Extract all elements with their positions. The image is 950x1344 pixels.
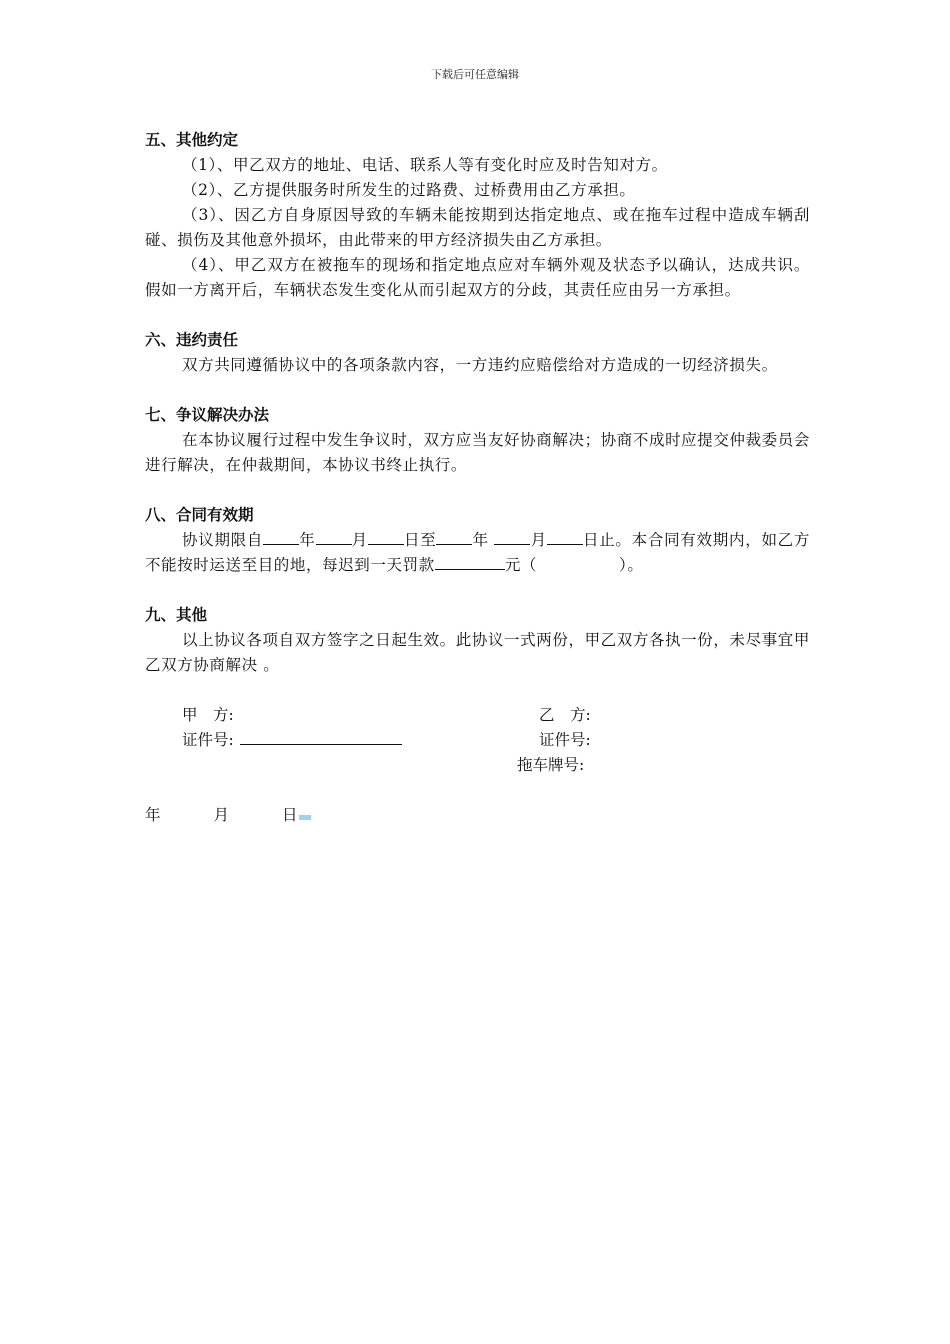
- start-day-blank[interactable]: [368, 528, 404, 545]
- penalty-amount-blank[interactable]: [435, 553, 505, 570]
- validity-text: [145, 528, 810, 578]
- section-heading-misc: 九、其他: [145, 606, 208, 624]
- month-label-2: 月: [530, 531, 547, 549]
- end-day-blank[interactable]: [547, 528, 583, 545]
- validity-penalty-text: 日止。本合同有效期内，如乙方不能按时运送至目的地，每迟到一天罚款: [145, 531, 810, 574]
- end-month-blank[interactable]: [494, 528, 530, 545]
- signature-row-id: [145, 728, 810, 753]
- start-month-blank[interactable]: [316, 528, 352, 545]
- start-year-blank[interactable]: [263, 528, 299, 545]
- date-year: 年: [145, 806, 161, 824]
- dispute-text: 在本协议履行过程中发生争议时，双方应当友好协商解决；协商不成时应提交仲裁委员会进行解决，在仲裁期间，本协议书终止执行。: [145, 431, 810, 474]
- page-header-note: 下载后可任意编辑: [431, 68, 519, 81]
- validity-start: 协议期限自: [182, 531, 264, 549]
- contract-body: [145, 128, 810, 828]
- clause-5-2: （2）、乙方提供服务时所发生的过路费、过桥费用由乙方承担。: [182, 181, 636, 199]
- breach-text: 双方共同遵循协议中的各项条款内容，一方违约应赔偿给对方造成的一切经济损失。: [182, 356, 778, 374]
- clause-5-1: （1）、甲乙双方的地址、电话、联系人等有变化时应及时告知对方。: [182, 156, 668, 174]
- section-heading-other-terms: 五、其他约定: [145, 131, 239, 149]
- month-label: 月: [351, 531, 368, 549]
- party-a-label: 甲 方:: [182, 706, 234, 724]
- id-a-field: [182, 728, 402, 753]
- date-day: 日: [282, 806, 298, 824]
- section-heading-breach: 六、违约责任: [145, 331, 239, 349]
- id-a-label: 证件号:: [182, 731, 234, 749]
- section-heading-validity: 八、合同有效期: [145, 506, 254, 524]
- yuan-label: 元（: [504, 556, 538, 574]
- date-row: [145, 803, 810, 828]
- party-b-label: 乙 方:: [539, 706, 591, 724]
- id-b-label: 证件号:: [539, 731, 591, 749]
- cursor-mark: [299, 815, 311, 820]
- clause-5-4: （4）、甲乙双方在被拖车的现场和指定地点应对车辆外观及状态予以确认，达成共识。假如一方离开后，车辆状态发生变化从而引起双方的分歧，其责任应由另一方承担。: [145, 256, 810, 299]
- date-month: 月: [213, 806, 230, 824]
- day-to-label: 日至: [403, 531, 437, 549]
- section-heading-dispute: 七、争议解决办法: [145, 406, 270, 424]
- clause-5-3: （3）、因乙方自身原因导致的车辆未能按期到达指定地点、或在拖车过程中造成车辆刮碰、损伤及其他意外损坏，由此带来的甲方经济损失由乙方承担。: [145, 206, 810, 249]
- id-a-line[interactable]: [240, 728, 402, 745]
- end-year-blank[interactable]: [436, 528, 472, 545]
- signature-row-plate: [145, 753, 810, 778]
- signature-row-party: [145, 703, 810, 728]
- plate-label: 拖车牌号:: [517, 756, 585, 774]
- misc-text: 以上协议各项自双方签字之日起生效。此协议一式两份，甲乙双方各执一份，未尽事宜甲乙双方协商解决 。: [145, 631, 810, 674]
- year-label-2: 年: [472, 531, 489, 549]
- year-label: 年: [299, 531, 316, 549]
- close-paren: ）。: [619, 556, 644, 574]
